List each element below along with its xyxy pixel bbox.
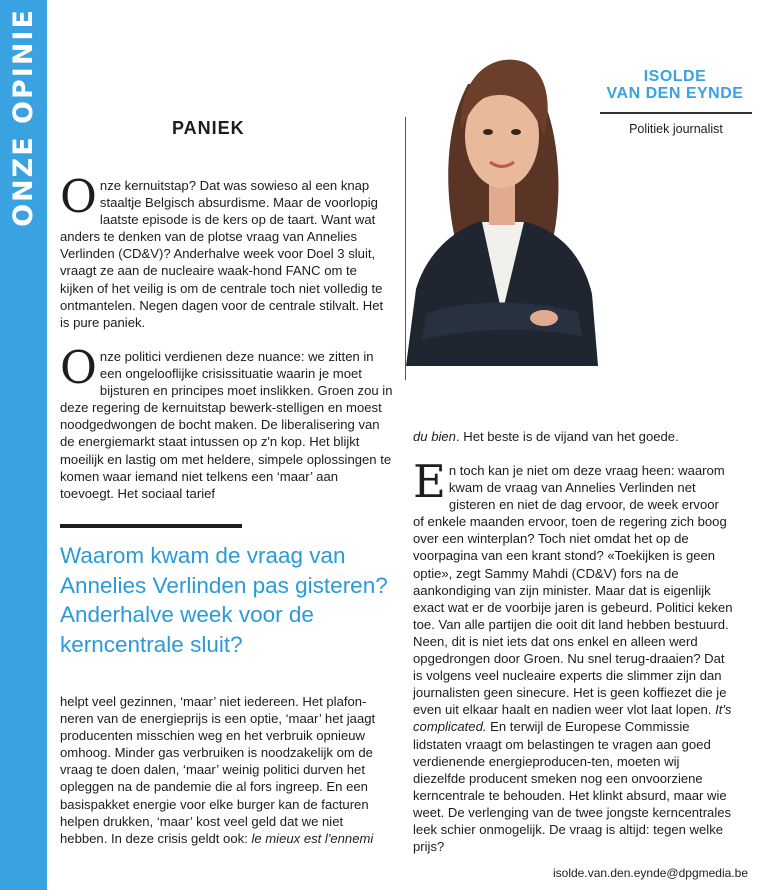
pull-quote-rule	[60, 524, 242, 528]
paragraph-text: nze politici verdienen deze nuance: we zitten in een ongelooflijke crisissituatie waarin je moet bijsturen en principes moet inslikken. Groen zou in deze regering de kernuitstap bewerk-stelligen en moest noodgedwongen de bocht maken. De liberalisering van de energiemarkt staat intussen op z'n kop. Het blijkt moeilijk en lastig om met heldere, simpele oplossingen te komen waar iemand niet telkens een ‘maar’ aan toevoegt. Het sociaal tarief	[60, 349, 393, 501]
author-email[interactable]: isolde.van.den.eynde@dpgmedia.be	[553, 866, 748, 880]
author-portrait-illustration	[406, 14, 598, 366]
paragraph-text: helpt veel gezinnen, ‘maar’ niet iedereen. Het plafon-neren van de energieprijs is een optie, ‘maar’ het jaagt producenten misschien weg en het verbruik opnieuw omhoog. Minder gas verbruiken is noodzakelijk om de vraag te doen dalen, ‘maar’ weinig politici durven het opleggen na de pandemie die al fors ingreep. En een basispakket energie voor elke burger kan de facturen helpen drukken, ‘maar’ kost veel geld dat we niet hebben. In deze crisis geldt ook:	[60, 694, 376, 846]
drop-cap: E	[413, 455, 446, 508]
paragraph-text: nze kernuitstap? Dat was sowieso al een knap staaltje Belgisch absurdisme. Maar de voorlopig laatste episode is de kers op de taart. Want wat anders te denken van de plotse vraag van Annelies Verlinden (CD&V)? Anderhalve week voor Doel 3 sluit, vraagt ze aan de nucleaire waak-hond FANC om te kijken of het veilig is om de centrale toch niet volledig te ontmantelen. Negen dagen voor de centrale stilvalt. Het is pure paniek.	[60, 178, 384, 330]
paragraph-text: En terwijl de Europese Commissie lidstaten vraagt om belastingen te vragen aan goed verdienende energieproducen-ten, moeten wij diezelfde producent smeken nog een onvoorziene kerncentrale te behouden. Het klinkt absurd, maar wie weet. De verlenging van de twee jongste kerncentrales leek schier onmogelijk. De vraag is altijd: tegen welke prijs?	[413, 719, 732, 855]
drop-cap: O	[60, 341, 97, 394]
section-label	[0, 0, 47, 235]
article-paragraph-2	[60, 341, 394, 502]
author-photo	[406, 14, 598, 366]
paragraph-emphasis: le mieux est l'ennemi	[251, 830, 374, 846]
author-name-line-2: VAN DEN EYNDE	[606, 85, 744, 102]
author-role: Politiek journalist	[629, 122, 723, 136]
author-name	[600, 68, 750, 102]
drop-cap: O	[60, 170, 97, 223]
article-headline: PANIEK	[172, 118, 245, 138]
article-paragraph-3	[60, 693, 394, 847]
author-name-line-1: ISOLDE	[643, 68, 707, 85]
section-label-text: ONZE OPINIE	[8, 8, 40, 227]
paragraph-emphasis: It's complicated.	[413, 702, 732, 735]
article-paragraph-5	[413, 455, 733, 855]
paragraph-text: . Het beste is de vijand van het goede.	[455, 429, 679, 444]
paragraph-emphasis: du bien	[413, 429, 456, 444]
section-band	[0, 0, 47, 890]
pull-quote: Waarom kwam de vraag van Annelies Verlinden pas gisteren? Anderhalve week voor de kerncentrale sluit?	[60, 543, 388, 657]
author-rule	[600, 112, 752, 114]
article-paragraph-1	[60, 170, 394, 331]
paragraph-text: n toch kan je niet om deze vraag heen: waarom kwam de vraag van Annelies Verlinden net gisteren en niet de dag ervoor, de week ervoor of enkele maanden ervoor, toen de regering zich boog over een winterplan? Toch niet omdat het op de voorpagina van een krant stond? «Toekijken is geen optie», zegt Sammy Mahdi (CD&V) fors na de aankondiging van zijn minister. Maar dat is eigenlijk exact wat er de voorbije jaren is gebeurd. Politici keken toe. Van alle partijen die ooit dit land hebben bestuurd. Neen, dit is niet iets dat ons enkel en alleen werd opgedrongen door Groen. Nu snel terug-draaien? Dat is volgens veel nucleaire experts die slimmer zijn dan journalisten geen sinecure. Het is geen koffiezet die je even uit elkaar haalt en nadien weer vlot laat lopen.	[413, 463, 733, 718]
article-paragraph-4	[413, 428, 733, 445]
